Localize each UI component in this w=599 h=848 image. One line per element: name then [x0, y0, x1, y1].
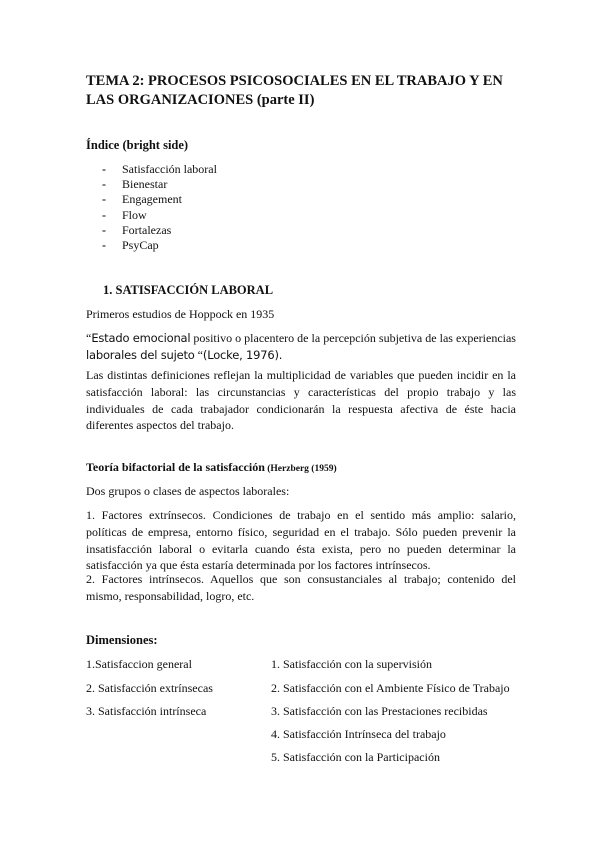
- dimensions-heading: Dimensiones:: [86, 633, 158, 647]
- dimension-right-item: 2. Satisfacción con el Ambiente Físico de Trabajo: [271, 681, 510, 695]
- index-item: - Flow: [102, 207, 147, 222]
- dimension-right-item: 1. Satisfacción con la supervisión: [271, 657, 432, 671]
- theory-author: (Herzberg (1959): [264, 464, 337, 474]
- dimension-right-item: 3. Satisfacción con las Prestaciones recibidas: [271, 704, 488, 718]
- definitions-paragraph: Las distintas definiciones reflejan la multiplicidad de variables que pueden incidir en la satisfacción laboral: las circunstancias y características del propio trabajo y las individuales de cada trabajador condicionarán la respuesta afectiva de éste hacia diferentes aspectos del trabajo.: [86, 368, 516, 433]
- index-heading: Índice (bright side): [86, 138, 189, 152]
- section-heading: 1. SATISFACCIÓN LABORAL: [103, 283, 274, 297]
- dimension-right-item: 5. Satisfacción con la Participación: [271, 750, 440, 764]
- section-intro: Primeros estudios de Hoppock en 1935: [86, 307, 275, 321]
- index-item: - PsyCap: [102, 237, 159, 252]
- bullet-dash: -: [102, 162, 106, 176]
- handwritten-text: Estado emocional: [91, 331, 191, 345]
- bullet-dash: -: [102, 222, 106, 237]
- theory-heading: Teoría bifactorial de la satisfacción (Herzberg (1959): [86, 460, 337, 474]
- index-item: - Fortalezas: [102, 222, 172, 237]
- bullet-dash: -: [102, 192, 106, 207]
- index-item: - Bienestar: [102, 177, 168, 192]
- bullet-dash: -: [102, 177, 106, 192]
- locke-quote: “Estado emocional positivo o placentero de la percepción subjetiva de las experiencias laborales del sujeto “(Locke, 1976).: [86, 331, 516, 362]
- dimension-left-item: 1.Satisfaccion general: [86, 657, 192, 671]
- handwritten-text: laborales del sujeto: [86, 347, 195, 362]
- dimension-left-item: 3. Satisfacción intrínseca: [86, 704, 207, 718]
- bullet-dash: -: [102, 237, 106, 252]
- factor-2-paragraph: 2. Factores intrínsecos. Aquellos que son consustanciales al trabajo; contenido del mismo, responsabilidad, logro, etc.: [86, 572, 516, 603]
- index-list: [102, 162, 217, 253]
- dimension-left-item: 2. Satisfacción extrínsecas: [86, 681, 213, 695]
- dimension-right-item: 4. Satisfacción Intrínseca del trabajo: [271, 727, 446, 741]
- document-title: TEMA 2: PROCESOS PSICOSOCIALES EN EL TRABAJO Y EN LAS ORGANIZACIONES (parte II): [86, 73, 503, 108]
- index-item: - Engagement: [102, 192, 182, 207]
- handwritten-text: (Locke, 1976).: [202, 347, 283, 362]
- theory-intro: Dos grupos o clases de aspectos laborales:: [86, 484, 290, 498]
- bullet-dash: -: [102, 207, 106, 222]
- factor-1-paragraph: 1. Factores extrínsecos. Condiciones de trabajo en el sentido más amplio: salario, políticas de empresa, entorno físico, seguridad en el trabajo. Sólo pueden prevenir la insatisfacción laboral o evitarla cuando ésta exista, pero no pueden determinar la satisfacción ya que ésta estaría determinada por los factores intrínsecos.: [86, 508, 516, 573]
- index-item: - Satisfacción laboral: [102, 162, 217, 176]
